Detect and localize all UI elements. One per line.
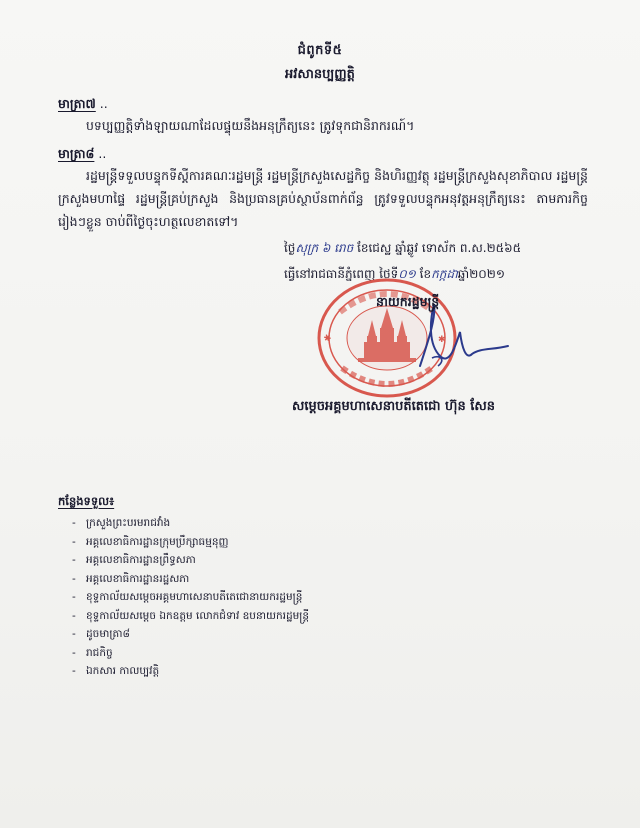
lunar-handwritten: សុក្រ ៦ រោច bbox=[295, 241, 354, 255]
signer-name: សម្តេចអគ្គមហាសេនាបតីតេជោ ហ៊ុន សែន bbox=[292, 399, 495, 414]
solar-prefix: ធ្វើនៅរាជធានីភ្នំពេញ ថ្ងៃទី bbox=[284, 267, 399, 281]
article-7-dots: .. bbox=[99, 96, 108, 111]
signer-title: នាយករដ្ឋមន្ត្រី bbox=[376, 294, 440, 309]
chapter-title: អវសានប្បញ្ញត្តិ bbox=[285, 67, 355, 82]
svg-text:✱: ✱ bbox=[438, 335, 446, 345]
solar-month-handwritten: កក្កដា bbox=[431, 267, 458, 281]
svg-text:✱: ✱ bbox=[323, 333, 335, 343]
recipient-item: - ដូចមាត្រា៨ bbox=[72, 625, 309, 644]
solar-year: ឆ្នាំ២០២១ bbox=[457, 267, 505, 281]
recipient-item: - ខុទ្ទកាល័យសម្តេចអគ្គមហាសេនាបតីតេជោនាយករដ្ឋមន្ត្រី bbox=[72, 588, 309, 607]
solar-month-prefix: ខែ bbox=[419, 267, 432, 281]
recipient-item: - អគ្គលេខាធិការដ្ឋានរដ្ឋសភា bbox=[72, 570, 309, 589]
article-8-label: មាត្រា៨ bbox=[58, 146, 95, 161]
lunar-date-line bbox=[284, 240, 521, 258]
article-8-dots: .. bbox=[98, 146, 107, 161]
recipient-item: - អគ្គលេខាធិការដ្ឋានក្រុមប្រឹក្សាធម្មនុញ្ញ bbox=[72, 533, 309, 552]
recipient-item: - ឯកសារ កាលប្បវត្តិ bbox=[72, 662, 309, 681]
lunar-suffix: ខែជេស្ឋ ឆ្នាំឆ្លូវ ទោស័ក ព.ស.២៥៦៥ bbox=[357, 241, 522, 255]
recipient-item: - រាជកិច្ច bbox=[72, 644, 309, 663]
solar-day-handwritten: ០១ bbox=[398, 267, 416, 281]
article-8-body: រដ្ឋមន្ត្រីទទួលបន្ទុកទីស្តីការគណៈរដ្ឋមន្ត្រី រដ្ឋមន្ត្រីក្រសួងសេដ្ឋកិច្ច និងហិរញ្ញវត្ថុ រដ្ឋមន្ត្រីក្រសួងសុខាភិបាល រដ្ឋមន្ត្រីក្រសួងមហាផ្ទៃ រដ្ឋមន្ត្រីគ្រប់ក្រសួង និងប្រធានគ្រប់ស្ថាប័នពាក់ព័ន្ធ ត្រូវទទួលបន្ទុកអនុវត្តអនុក្រឹត្យនេះ តាមភារកិច្ចរៀងៗខ្លួន ចាប់ពីថ្ងៃចុះហត្ថលេខាតទៅ។ bbox=[58, 168, 588, 229]
article-7-heading bbox=[58, 96, 108, 115]
article-8-heading bbox=[58, 146, 106, 165]
recipients-list bbox=[72, 514, 309, 681]
article-7-body: បទប្បញ្ញត្តិទាំងឡាយណាដែលផ្ទុយនឹងអនុក្រឹត្យនេះ ត្រូវទុកជានិរាករណ៍។ bbox=[86, 118, 415, 133]
article-7-text bbox=[58, 114, 588, 137]
recipients-title: កន្លែងទទួល៖ bbox=[58, 494, 115, 508]
article-7-label: មាត្រា៧ bbox=[58, 96, 96, 111]
recipient-item: - ខុទ្ទកាល័យសម្តេច ឯកឧត្តម លោកជំទាវ ឧបនាយករដ្ឋមន្ត្រី bbox=[72, 607, 309, 626]
chapter-number: ជំពូកទី៥ bbox=[297, 43, 343, 58]
recipient-item: - អគ្គលេខាធិការដ្ឋានព្រឹទ្ធសភា bbox=[72, 551, 309, 570]
recipient-item: - ក្រសួងព្រះបរមរាជវាំង bbox=[72, 514, 309, 533]
lunar-prefix: ថ្ងៃ bbox=[284, 241, 296, 255]
article-8-text bbox=[58, 164, 588, 233]
